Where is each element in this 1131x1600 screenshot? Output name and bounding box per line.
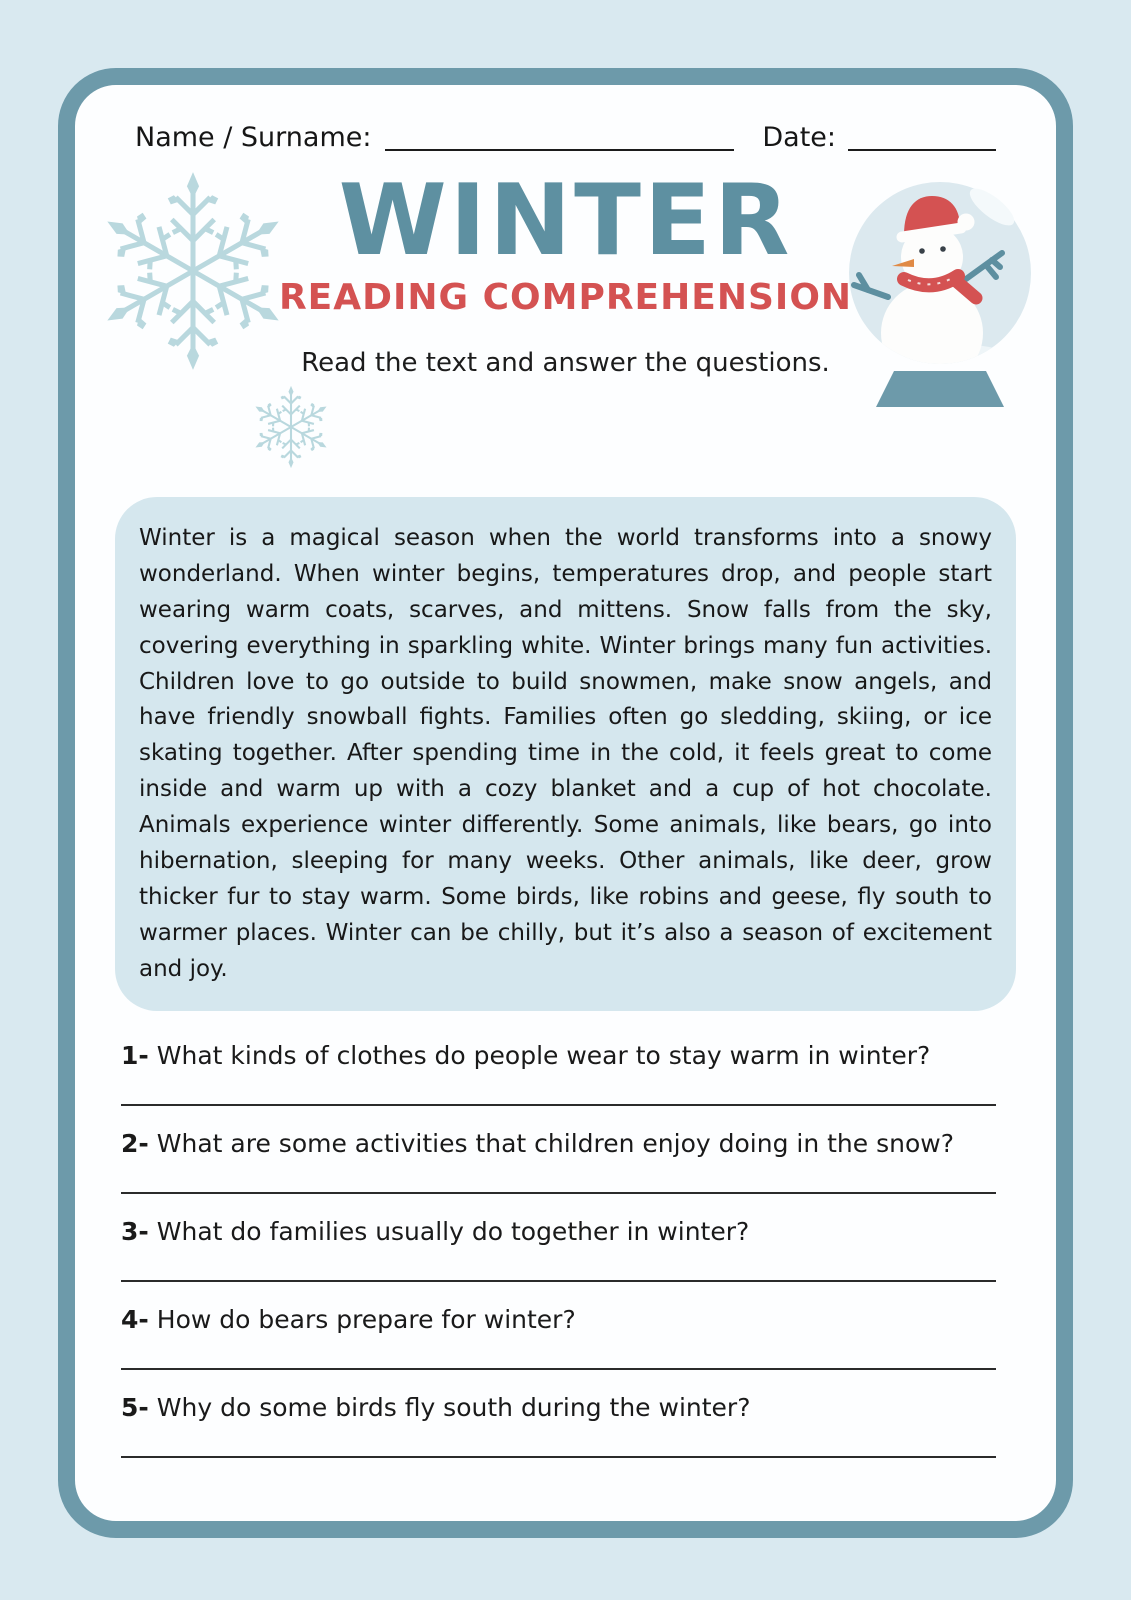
date-input-line[interactable]: [848, 121, 996, 151]
name-surname-label: Name / Surname:: [135, 122, 372, 153]
snow-globe-snowman-icon: [842, 155, 1038, 413]
question-number: 1-: [121, 1041, 149, 1071]
question-item-5: [121, 1393, 996, 1458]
title-section: [115, 164, 1016, 483]
answer-line-2[interactable]: [121, 1158, 996, 1194]
question-number: 3-: [121, 1217, 149, 1247]
question-item-2: [121, 1129, 996, 1194]
name-input-line[interactable]: [385, 121, 734, 151]
question-text: How do bears prepare for winter?: [156, 1305, 576, 1335]
small-snowflake-icon: [247, 383, 335, 471]
question-number: 4-: [121, 1305, 149, 1335]
questions-section: [121, 1041, 996, 1458]
answer-line-5[interactable]: [121, 1422, 996, 1458]
answer-line-3[interactable]: [121, 1246, 996, 1282]
question-item-3: [121, 1217, 996, 1282]
question-number: 5-: [121, 1393, 149, 1423]
question-item-4: [121, 1305, 996, 1370]
question-text: Why do some birds fly south during the winter?: [156, 1393, 751, 1423]
page-subtitle: READING COMPREHENSION: [278, 276, 853, 318]
question-text: What kinds of clothes do people wear to stay warm in winter?: [156, 1041, 931, 1071]
passage-box: [115, 497, 1016, 1011]
passage-text: Winter is a magical season when the world transforms into a snowy wonderland. When winter begins, temperatures drop, and people start wearing warm coats, scarves, and mittens. Snow falls from the sky, covering everything in sparkling white. Winter brings many fun activities. Children love to go outside to build snowmen, make snow angels, and have friendly snowball fights. Families often go sledding, skiing, or ice skating together. After spending time in the cold, it feels great to come inside and warm up with a cozy blanket and a cup of hot chocolate. Animals experience winter differently. Some animals, like bears, go into hibernation, sleeping for many weeks. Other animals, like deer, grow thicker fur to stay warm. Some birds, like robins and geese, fly south to warmer places. Winter can be chilly, but it’s also a season of excitement and joy.: [139, 525, 992, 982]
question-number: 2-: [121, 1129, 149, 1159]
question-text: What are some activities that children enjoy doing in the snow?: [156, 1129, 954, 1159]
worksheet-card: [58, 68, 1073, 1538]
worksheet-content: [75, 85, 1056, 1458]
question-item-1: [121, 1041, 996, 1106]
instruction-text: Read the text and answer the questions.: [301, 347, 830, 378]
header-row: [135, 121, 996, 153]
date-label: Date:: [762, 122, 836, 153]
answer-line-4[interactable]: [121, 1334, 996, 1370]
page-title: WINTER: [338, 164, 793, 278]
answer-line-1[interactable]: [121, 1070, 996, 1106]
large-snowflake-icon: [87, 165, 299, 377]
question-text: What do families usually do together in winter?: [156, 1217, 750, 1247]
